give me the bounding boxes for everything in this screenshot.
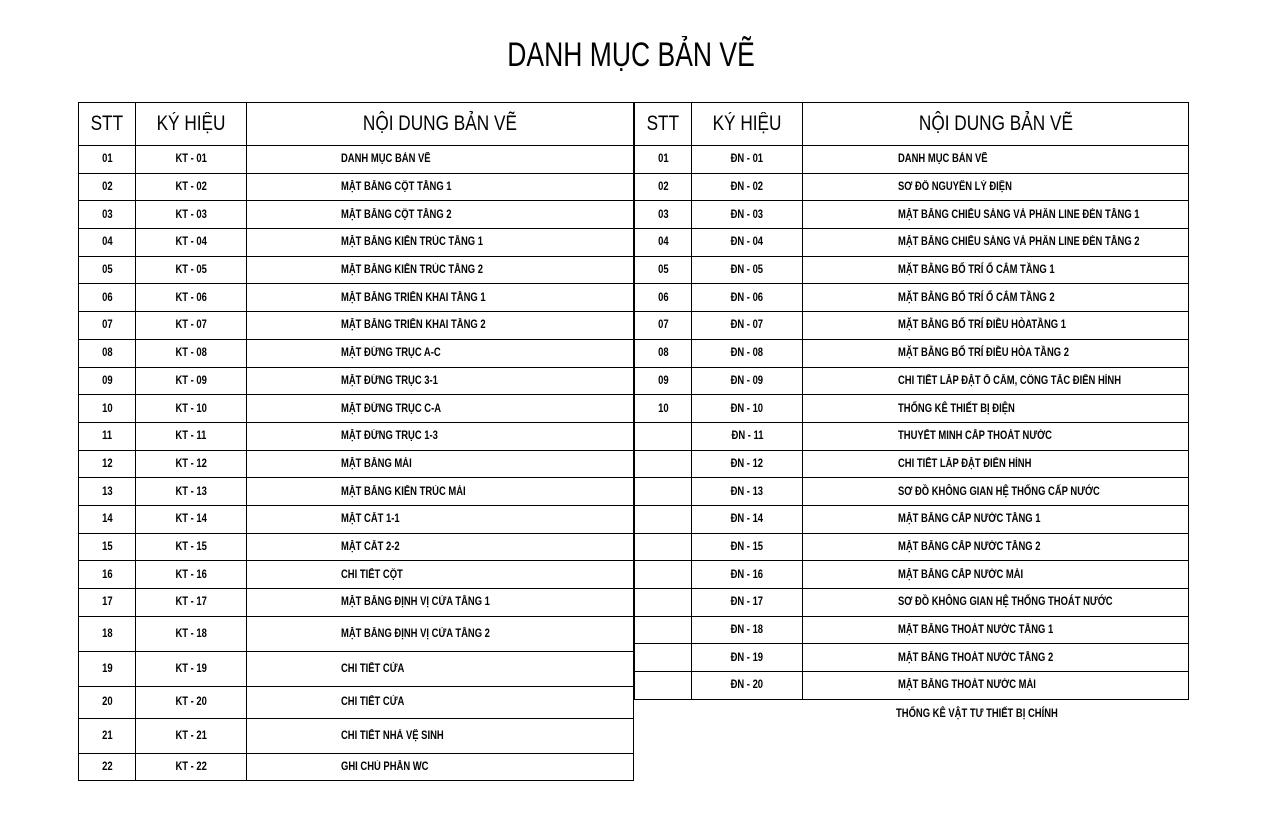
table-row bbox=[79, 201, 634, 229]
stt-cell bbox=[635, 505, 692, 533]
stt-cell: 04 bbox=[635, 229, 692, 257]
ky-hieu-cell: KT - 10 bbox=[136, 395, 247, 423]
ky-hieu-cell: ĐN - 13 bbox=[692, 478, 803, 506]
stt-cell: 03 bbox=[635, 201, 692, 229]
noi-dung-cell: CHI TIẾT LẮP ĐẶT Ổ CẮM, CÔNG TẮC ĐIỂN HÌNH bbox=[803, 367, 1189, 395]
table-row bbox=[635, 616, 1189, 644]
noi-dung-cell: CHI TIẾT NHÀ VỆ SINH bbox=[247, 718, 634, 753]
table-row bbox=[635, 312, 1189, 340]
ky-hieu-cell: ĐN - 14 bbox=[692, 505, 803, 533]
stt-cell bbox=[635, 561, 692, 589]
ky-hieu-cell: KT - 12 bbox=[136, 450, 247, 478]
ky-hieu-cell: ĐN - 17 bbox=[692, 589, 803, 617]
ky-hieu-cell: ĐN - 06 bbox=[692, 284, 803, 312]
noi-dung-cell: MẶT BẰNG CỘT TẦNG 1 bbox=[247, 173, 634, 201]
noi-dung-cell: MẶT BẰNG BỐ TRÍ ĐIỀU HÒATẦNG 1 bbox=[803, 312, 1189, 340]
stt-cell: 10 bbox=[635, 395, 692, 423]
table-row bbox=[79, 367, 634, 395]
ky-hieu-cell: ĐN - 07 bbox=[692, 312, 803, 340]
table-row bbox=[635, 146, 1189, 174]
ky-hieu-cell: KT - 01 bbox=[136, 146, 247, 174]
table-row bbox=[79, 561, 634, 589]
table-row bbox=[79, 686, 634, 718]
noi-dung-cell: MẶT BẰNG KIẾN TRÚC MÁI bbox=[247, 478, 634, 506]
table-row bbox=[79, 173, 634, 201]
ky-hieu-cell: KT - 19 bbox=[136, 651, 247, 686]
table-row bbox=[635, 367, 1189, 395]
table-row bbox=[79, 616, 634, 651]
noi-dung-cell: MẶT BẰNG BỐ TRÍ ĐIỀU HÒA TẦNG 2 bbox=[803, 339, 1189, 367]
noi-dung-cell: MẶT BẰNG ĐỊNH VỊ CỬA TẦNG 1 bbox=[247, 589, 634, 617]
noi-dung-cell: THỐNG KÊ THIẾT BỊ ĐIỆN bbox=[803, 395, 1189, 423]
stt-cell: 22 bbox=[79, 753, 136, 781]
stt-cell bbox=[635, 616, 692, 644]
ky-hieu-cell: ĐN - 02 bbox=[692, 173, 803, 201]
ky-hieu-cell: ĐN - 09 bbox=[692, 367, 803, 395]
stt-cell: 03 bbox=[79, 201, 136, 229]
table-row bbox=[79, 478, 634, 506]
extra-note-line: THỐNG KÊ VẬT TƯ THIẾT BỊ CHÍNH bbox=[896, 708, 1058, 720]
ky-hieu-cell: KT - 06 bbox=[136, 284, 247, 312]
noi-dung-cell: SƠ ĐỒ KHÔNG GIAN HỆ THỐNG THOÁT NƯỚC bbox=[803, 589, 1189, 617]
right-drawing-list-table bbox=[634, 102, 1189, 700]
table-row bbox=[635, 672, 1189, 700]
stt-cell: 10 bbox=[79, 395, 136, 423]
ky-hieu-cell: KT - 05 bbox=[136, 256, 247, 284]
ky-hieu-cell: KT - 03 bbox=[136, 201, 247, 229]
stt-cell: 08 bbox=[79, 339, 136, 367]
noi-dung-cell: MẶT BẰNG THOÁT NƯỚC TẦNG 1 bbox=[803, 616, 1189, 644]
right-table-header-row bbox=[635, 103, 1189, 146]
noi-dung-cell: MẶT BẰNG BỐ TRÍ Ổ CẮM TẦNG 1 bbox=[803, 256, 1189, 284]
ky-hieu-cell: KT - 20 bbox=[136, 686, 247, 718]
stt-cell bbox=[635, 422, 692, 450]
ky-hieu-cell: KT - 09 bbox=[136, 367, 247, 395]
table-row bbox=[635, 229, 1189, 257]
table-row bbox=[635, 201, 1189, 229]
noi-dung-cell: MẶT BẰNG CỘT TẦNG 2 bbox=[247, 201, 634, 229]
stt-cell: 09 bbox=[635, 367, 692, 395]
stt-cell: 11 bbox=[79, 422, 136, 450]
table-row bbox=[79, 284, 634, 312]
noi-dung-cell: CHI TIẾT CỬA bbox=[247, 651, 634, 686]
stt-cell: 14 bbox=[79, 505, 136, 533]
stt-cell: 08 bbox=[635, 339, 692, 367]
stt-cell bbox=[635, 450, 692, 478]
table-row bbox=[635, 395, 1189, 423]
noi-dung-cell: MẶT BẰNG BỐ TRÍ Ổ CẮM TẦNG 2 bbox=[803, 284, 1189, 312]
left-table-header-row bbox=[79, 103, 634, 146]
stt-cell: 06 bbox=[635, 284, 692, 312]
noi-dung-cell: MẶT ĐỨNG TRỤC 1-3 bbox=[247, 422, 634, 450]
stt-cell: 13 bbox=[79, 478, 136, 506]
noi-dung-cell: DANH MỤC BẢN VẼ bbox=[803, 146, 1189, 174]
stt-cell: 07 bbox=[79, 312, 136, 340]
stt-cell: 15 bbox=[79, 533, 136, 561]
stt-cell bbox=[635, 672, 692, 700]
noi-dung-cell: MẶT ĐỨNG TRỤC C-A bbox=[247, 395, 634, 423]
ky-hieu-cell: KT - 17 bbox=[136, 589, 247, 617]
noi-dung-cell: MẶT CẮT 1-1 bbox=[247, 505, 634, 533]
ky-hieu-cell: KT - 08 bbox=[136, 339, 247, 367]
noi-dung-cell: THUYẾT MINH CẤP THOÁT NƯỚC bbox=[803, 422, 1189, 450]
table-row bbox=[79, 395, 634, 423]
noi-dung-cell: MẶT BẰNG CẤP NƯỚC MÁI bbox=[803, 561, 1189, 589]
stt-cell: 02 bbox=[635, 173, 692, 201]
ky-hieu-cell: KT - 02 bbox=[136, 173, 247, 201]
table-row bbox=[79, 422, 634, 450]
ky-hieu-cell: KT - 15 bbox=[136, 533, 247, 561]
stt-cell: 01 bbox=[635, 146, 692, 174]
stt-cell: 06 bbox=[79, 284, 136, 312]
stt-cell: 09 bbox=[79, 367, 136, 395]
stt-cell bbox=[635, 644, 692, 672]
noi-dung-cell: MẶT BẰNG CẤP NƯỚC TẦNG 1 bbox=[803, 505, 1189, 533]
noi-dung-cell: MẶT BẰNG TRIỂN KHAI TẦNG 1 bbox=[247, 284, 634, 312]
header-stt: STT bbox=[635, 103, 692, 146]
table-row bbox=[635, 422, 1189, 450]
table-row bbox=[635, 284, 1189, 312]
stt-cell: 21 bbox=[79, 718, 136, 753]
noi-dung-cell: MẶT BẰNG THOÁT NƯỚC TẦNG 2 bbox=[803, 644, 1189, 672]
noi-dung-cell: SƠ ĐỒ KHÔNG GIAN HỆ THỐNG CẤP NƯỚC bbox=[803, 478, 1189, 506]
ky-hieu-cell: ĐN - 20 bbox=[692, 672, 803, 700]
stt-cell: 12 bbox=[79, 450, 136, 478]
table-row bbox=[79, 146, 634, 174]
noi-dung-cell: MẶT CẮT 2-2 bbox=[247, 533, 634, 561]
noi-dung-cell: MẶT BẰNG MÁI bbox=[247, 450, 634, 478]
ky-hieu-cell: KT - 16 bbox=[136, 561, 247, 589]
noi-dung-cell: MẶT ĐỨNG TRỤC A-C bbox=[247, 339, 634, 367]
ky-hieu-cell: KT - 13 bbox=[136, 478, 247, 506]
noi-dung-cell: GHI CHÚ PHẦN WC bbox=[247, 753, 634, 781]
table-row bbox=[635, 173, 1189, 201]
stt-cell bbox=[635, 533, 692, 561]
ky-hieu-cell: ĐN - 12 bbox=[692, 450, 803, 478]
table-row bbox=[79, 339, 634, 367]
table-row bbox=[635, 339, 1189, 367]
stt-cell: 20 bbox=[79, 686, 136, 718]
stt-cell: 05 bbox=[635, 256, 692, 284]
noi-dung-cell: MẶT BẰNG KIẾN TRÚC TẦNG 1 bbox=[247, 229, 634, 257]
stt-cell bbox=[635, 589, 692, 617]
stt-cell: 04 bbox=[79, 229, 136, 257]
stt-cell: 07 bbox=[635, 312, 692, 340]
header-ky-hieu: KÝ HIỆU bbox=[692, 103, 803, 146]
noi-dung-cell: CHI TIẾT CỬA bbox=[247, 686, 634, 718]
stt-cell: 17 bbox=[79, 589, 136, 617]
header-noi-dung: NỘI DUNG BẢN VẼ bbox=[803, 103, 1189, 146]
noi-dung-cell: CHI TIẾT LẮP ĐẶT ĐIỂN HÌNH bbox=[803, 450, 1189, 478]
ky-hieu-cell: ĐN - 10 bbox=[692, 395, 803, 423]
noi-dung-cell: MẶT ĐỨNG TRỤC 3-1 bbox=[247, 367, 634, 395]
ky-hieu-cell: ĐN - 01 bbox=[692, 146, 803, 174]
table-row bbox=[79, 256, 634, 284]
ky-hieu-cell: ĐN - 05 bbox=[692, 256, 803, 284]
table-row bbox=[79, 651, 634, 686]
ky-hieu-cell: KT - 07 bbox=[136, 312, 247, 340]
ky-hieu-cell: KT - 22 bbox=[136, 753, 247, 781]
ky-hieu-cell: KT - 18 bbox=[136, 616, 247, 651]
stt-cell: 16 bbox=[79, 561, 136, 589]
ky-hieu-cell: ĐN - 19 bbox=[692, 644, 803, 672]
ky-hieu-cell: ĐN - 18 bbox=[692, 616, 803, 644]
ky-hieu-cell: KT - 04 bbox=[136, 229, 247, 257]
noi-dung-cell: DANH MỤC BẢN VẼ bbox=[247, 146, 634, 174]
ky-hieu-cell: ĐN - 08 bbox=[692, 339, 803, 367]
ky-hieu-cell: KT - 11 bbox=[136, 422, 247, 450]
stt-cell: 02 bbox=[79, 173, 136, 201]
ky-hieu-cell: ĐN - 11 bbox=[692, 422, 803, 450]
stt-cell bbox=[635, 478, 692, 506]
noi-dung-cell: MẶT BẰNG CẤP NƯỚC TẦNG 2 bbox=[803, 533, 1189, 561]
table-row bbox=[635, 561, 1189, 589]
noi-dung-cell: MẶT BẰNG CHIẾU SÁNG VÀ PHÂN LINE ĐÈN TẦNG 2 bbox=[803, 229, 1189, 257]
table-row bbox=[635, 505, 1189, 533]
table-row bbox=[79, 718, 634, 753]
header-ky-hieu: KÝ HIỆU bbox=[136, 103, 247, 146]
table-row bbox=[79, 505, 634, 533]
ky-hieu-cell: KT - 14 bbox=[136, 505, 247, 533]
page-title: DANH MỤC BẢN VẼ bbox=[507, 36, 755, 74]
table-row bbox=[79, 312, 634, 340]
table-row bbox=[79, 589, 634, 617]
table-row bbox=[79, 450, 634, 478]
table-row bbox=[635, 478, 1189, 506]
table-row bbox=[635, 644, 1189, 672]
header-noi-dung: NỘI DUNG BẢN VẼ bbox=[247, 103, 634, 146]
noi-dung-cell: MẶT BẰNG ĐỊNH VỊ CỬA TẦNG 2 bbox=[247, 616, 634, 651]
table-row bbox=[635, 256, 1189, 284]
left-drawing-list-table bbox=[78, 102, 634, 781]
ky-hieu-cell: ĐN - 15 bbox=[692, 533, 803, 561]
noi-dung-cell: MẶT BẰNG CHIẾU SÁNG VÀ PHÂN LINE ĐÈN TẦNG 1 bbox=[803, 201, 1189, 229]
table-row bbox=[79, 229, 634, 257]
noi-dung-cell: MẶT BẰNG KIẾN TRÚC TẦNG 2 bbox=[247, 256, 634, 284]
ky-hieu-cell: KT - 21 bbox=[136, 718, 247, 753]
noi-dung-cell: CHI TIẾT CỘT bbox=[247, 561, 634, 589]
noi-dung-cell: MẶT BẰNG TRIỂN KHAI TẦNG 2 bbox=[247, 312, 634, 340]
noi-dung-cell: SƠ ĐỒ NGUYÊN LÝ ĐIỆN bbox=[803, 173, 1189, 201]
stt-cell: 05 bbox=[79, 256, 136, 284]
stt-cell: 19 bbox=[79, 651, 136, 686]
ky-hieu-cell: ĐN - 04 bbox=[692, 229, 803, 257]
header-stt: STT bbox=[79, 103, 136, 146]
table-row bbox=[635, 450, 1189, 478]
stt-cell: 01 bbox=[79, 146, 136, 174]
table-row bbox=[635, 533, 1189, 561]
stt-cell: 18 bbox=[79, 616, 136, 651]
table-row bbox=[635, 589, 1189, 617]
noi-dung-cell: MẶT BẰNG THOÁT NƯỚC MÁI bbox=[803, 672, 1189, 700]
ky-hieu-cell: ĐN - 03 bbox=[692, 201, 803, 229]
table-row bbox=[79, 533, 634, 561]
table-row bbox=[79, 753, 634, 781]
ky-hieu-cell: ĐN - 16 bbox=[692, 561, 803, 589]
